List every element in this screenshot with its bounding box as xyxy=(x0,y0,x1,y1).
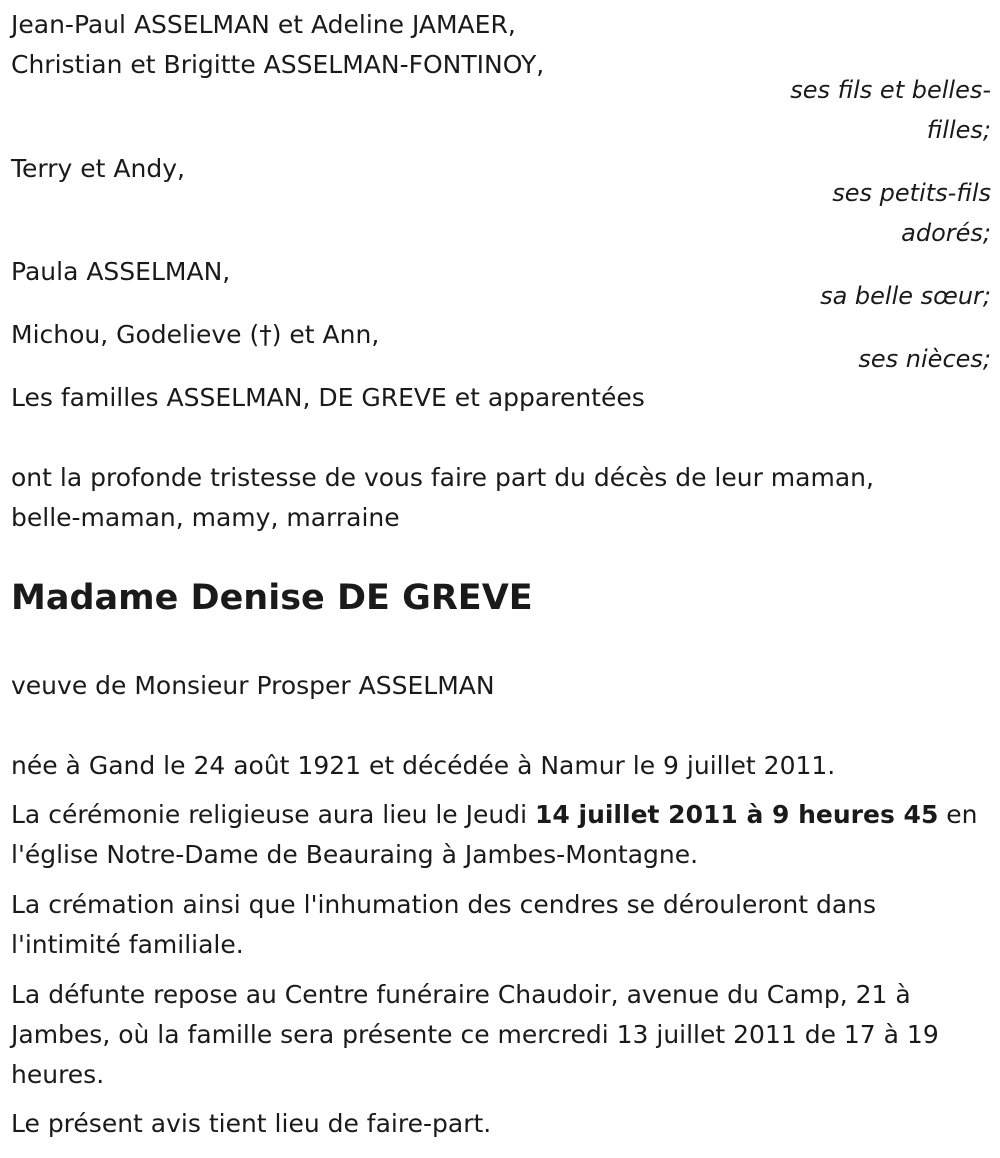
family-line-5: Michou, Godelieve (†) et Ann, xyxy=(11,320,380,349)
family-line-1: Jean-Paul ASSELMAN et Adeline JAMAER, xyxy=(11,10,516,39)
role-grandsons-line-2: adorés; xyxy=(901,219,991,247)
ceremony-paragraph xyxy=(11,795,986,875)
ceremony-text-end: en l'église Notre-Dame de Beauraing à Jambes-Montagne. xyxy=(11,800,978,869)
role-sister-in-law: sa belle sœur; xyxy=(820,282,991,310)
announcement-line-1: ont la profonde tristesse de vous faire part du décès de leur maman, xyxy=(11,463,874,492)
cremation-paragraph: La crémation ainsi que l'inhumation des cendres se dérouleront dans l'intimité familiale. xyxy=(11,890,877,959)
role-sons-line-1: ses fils et belles- xyxy=(790,76,991,104)
family-line-6: Les familles ASSELMAN, DE GREVE et apparentées xyxy=(11,383,645,412)
role-grandsons-line-1: ses petits-fils xyxy=(832,179,991,207)
notice-line: Le présent avis tient lieu de faire-part. xyxy=(11,1109,492,1138)
announcement-line-2: belle-maman, mamy, marraine xyxy=(11,503,400,532)
family-line-3: Terry et Andy, xyxy=(11,154,185,183)
widow-of-line: veuve de Monsieur Prosper ASSELMAN xyxy=(11,671,495,700)
birth-death-line: née à Gand le 24 août 1921 et décédée à Namur le 9 juillet 2011. xyxy=(11,751,836,780)
family-line-2: Christian et Brigitte ASSELMAN-FONTINOY, xyxy=(11,50,545,79)
ceremony-datetime: 14 juillet 2011 à 9 heures 45 xyxy=(535,800,939,829)
role-sons-line-2: filles; xyxy=(926,116,991,144)
rest-location-paragraph: La défunte repose au Centre funéraire Chaudoir, avenue du Camp, 21 à Jambes, où la famille sera présente ce mercredi 13 juillet 2011 de 17 à 19 heures. xyxy=(11,980,939,1089)
ceremony-text-start: La cérémonie religieuse aura lieu le Jeudi xyxy=(11,800,535,829)
deceased-name: Madame Denise DE GREVE xyxy=(11,578,533,618)
family-line-4: Paula ASSELMAN, xyxy=(11,257,231,286)
role-nieces: ses nièces; xyxy=(858,345,991,373)
